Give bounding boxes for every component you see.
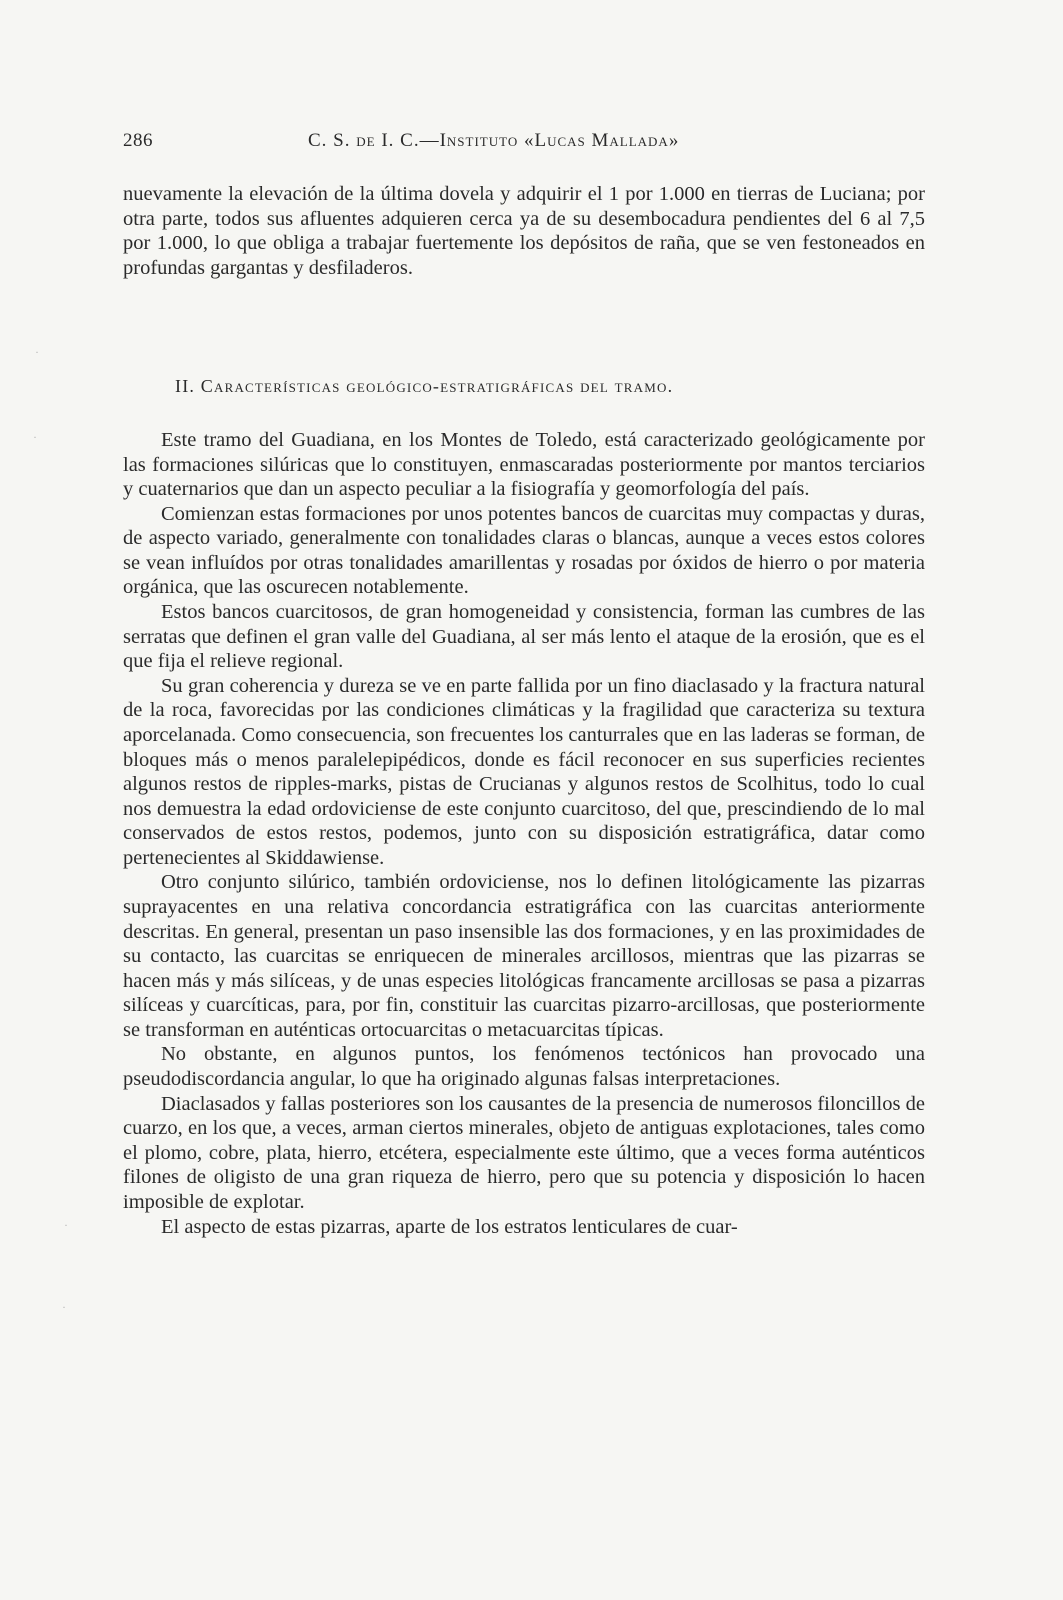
margin-speck: ·	[62, 1300, 66, 1314]
paragraph: Su gran coherencia y dureza se ve en parte fallida por un fino diaclasado y la fractura natural de la roca, favorecidas por las condiciones climáticas y la fragilidad que caracteriza su textura aporcelanada. Como consecuencia, son frecuentes los canturrales que en las laderas se forman, de bloques más o menos paralelepipédicos, donde es fácil reconocer en sus superficies recientes algunos restos de ripples-marks, pistas de Crucianas y algunos restos de Scolhitus, todo lo cual nos demuestra la edad ordoviciense de este conjunto cuarcitoso, del que, prescindiendo de lo mal conservados de estos restos, podemos, junto con su disposición estratigráfica, datar como pertenecientes al Skiddawiense.	[123, 674, 925, 869]
margin-speck: ·	[64, 1218, 68, 1232]
paragraph: El aspecto de estas pizarras, aparte de los estratos lenticulares de cuar-	[161, 1215, 738, 1238]
paragraph: Otro conjunto silúrico, también ordoviciense, nos lo definen litológicamente las pizarras suprayacentes en una relativa concordancia estratigráfica con las cuarcitas anteriormente descritas. En general, presentan un paso insensible las dos formaciones, y en las proximidades de su contacto, las cuarcitas se enriquecen de minerales arcillosos, mientras que las pizarras se hacen más y más silíceas, y de unas especies litológicas francamente arcillosas se pasa a pizarras silíceas y cuarcíticas, para, por fin, constituir las cuarcitas pizarro-arcillosas, que posteriormente se transforman en auténticas ortocuarcitas o metacuarcitas típicas.	[123, 871, 925, 1041]
paragraph: Diaclasados y fallas posteriores son los causantes de la presencia de numerosos filoncillos de cuarzo, en los que, a veces, arman ciertos minerales, objeto de antiguas explotaciones, tales como el plomo, cobre, plata, hierro, etcétera, especialmente este último, que a veces forma auténticos filones de oligisto de una gran riqueza de hierro, pero que su potencia y disposición lo hacen imposible de explotar.	[123, 1092, 925, 1213]
page-number: 286	[123, 130, 153, 151]
paragraph: Comienzan estas formaciones por unos potentes bancos de cuarcitas muy compactas y duras, de aspecto variado, generalmente con tonalidades claras o blancas, aunque a veces estos colores se vean influídos por otras tonalidades amarillentas y rosadas por óxidos de hierro o por materia orgánica, que las oscurecen notablemente.	[123, 502, 925, 599]
intro-paragraph: nuevamente la elevación de la última dovela y adquirir el 1 por 1.000 en tierras de Luciana; por otra parte, todos sus afluentes adquieren cerca ya de su desembocadura pendientes del 6 al 7,5 por 1.000, lo que obliga a trabajar fuertemente los depósitos de raña, que se ven festoneados en profundas gargantas y desfiladeros.	[123, 183, 925, 279]
intro-text	[123, 182, 925, 280]
running-title: C. S. de I. C.—Instituto «Lucas Mallada»	[308, 130, 680, 151]
section-heading: II. Características geológico-estratigráficas del tramo.	[175, 376, 674, 396]
paragraph: Este tramo del Guadiana, en los Montes de Toledo, está caracterizado geológicamente por las formaciones silúricas que lo constituyen, enmascaradas posteriormente por mantos terciarios y cuaternarios que dan un aspecto peculiar a la fisiografía y geomorfología del país.	[123, 429, 925, 501]
section-body	[123, 428, 925, 1239]
margin-speck: ·	[33, 430, 37, 444]
page-header	[123, 130, 925, 158]
paragraph: No obstante, en algunos puntos, los fenómenos tectónicos han provocado una pseudodiscordancia angular, lo que ha originado algunas falsas interpretaciones.	[123, 1043, 925, 1091]
paragraph: Estos bancos cuarcitosos, de gran homogeneidad y consistencia, forman las cumbres de las serratas que definen el gran valle del Guadiana, al ser más lento el ataque de la erosión, que es el que fija el relieve regional.	[123, 601, 925, 673]
margin-speck: ·	[35, 345, 39, 359]
